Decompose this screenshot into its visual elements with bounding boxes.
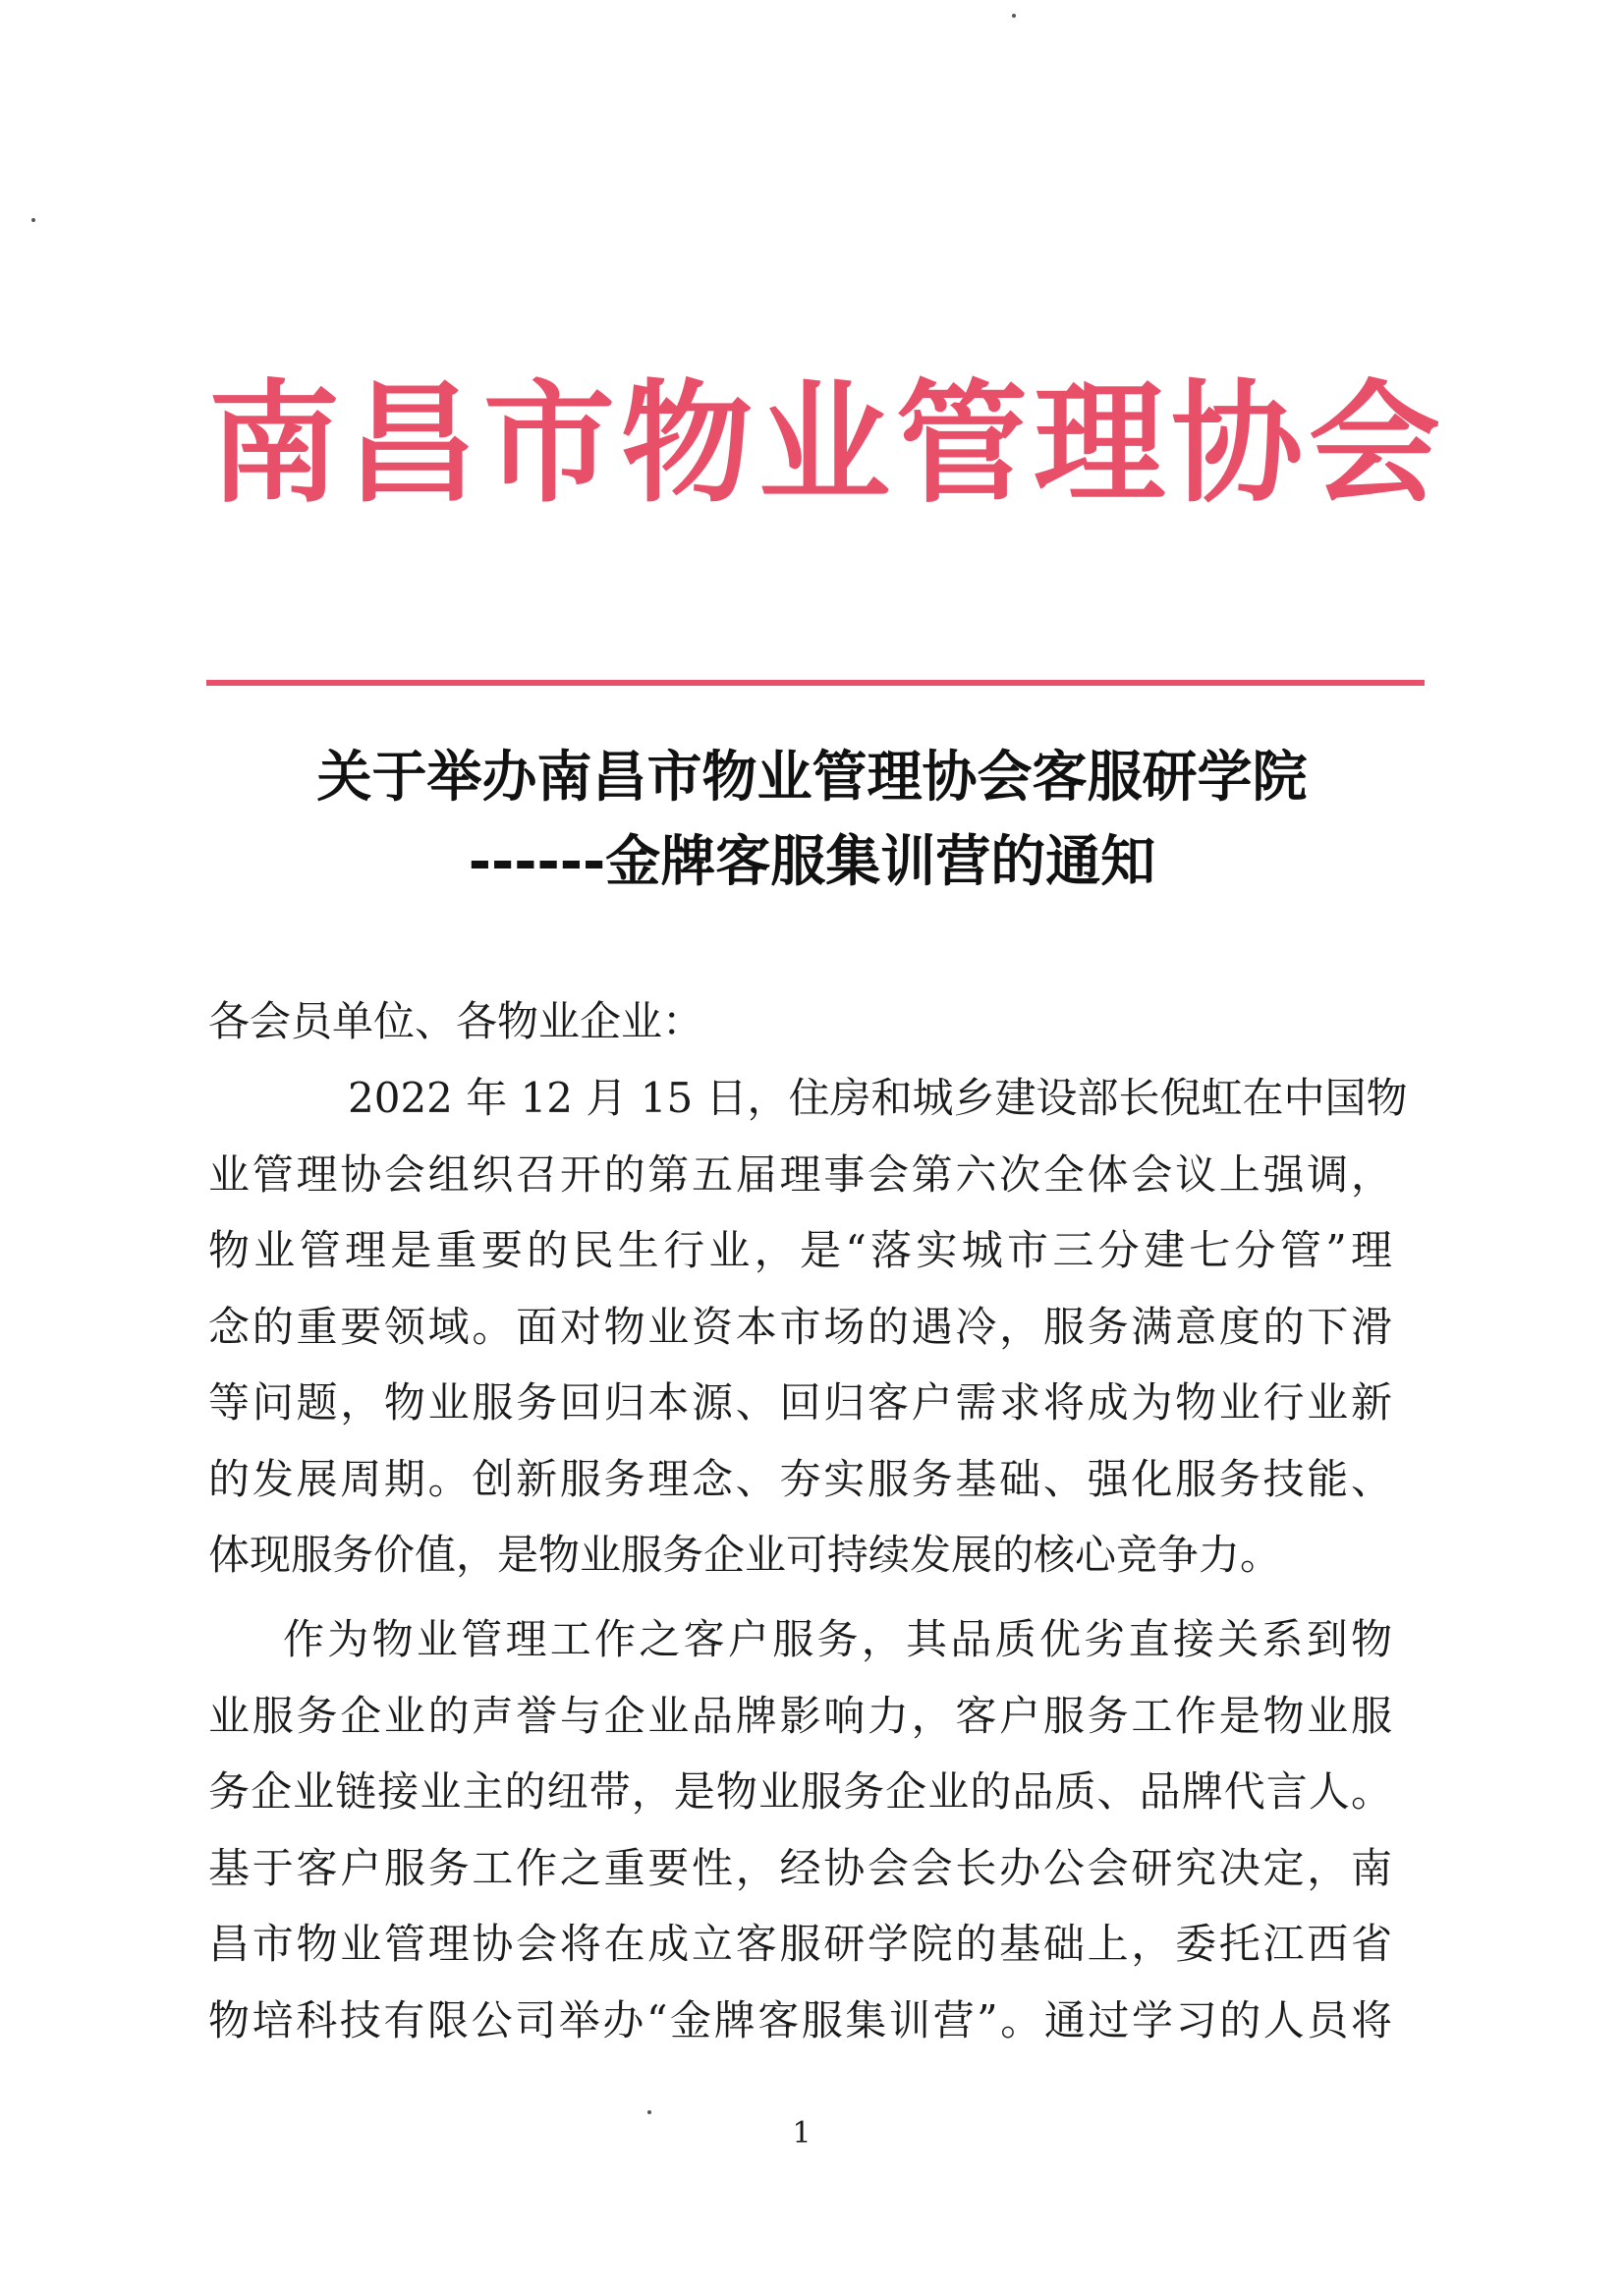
paragraph-1-line: 2022 年 12 月 15 日，住房和城乡建设部长倪虹在中国物 bbox=[348, 1074, 1408, 1122]
notice-title-line-1: 关于举办南昌市物业管理协会客服研学院 bbox=[316, 746, 1308, 810]
paragraph-2-line: 作为物业管理工作之客户服务，其品质优劣直接关系到物 bbox=[283, 1615, 1392, 1663]
paragraph-2-line: 昌市物业管理协会将在成立客服研学院的基础上，委托江西省 bbox=[208, 1920, 1392, 1968]
paragraph-1-line: 念的重要领域。面对物业资本市场的遇冷，服务满意度的下滑 bbox=[208, 1302, 1392, 1351]
page-number: 1 bbox=[792, 2116, 812, 2151]
scan-speck bbox=[647, 2110, 651, 2114]
scan-speck bbox=[1012, 14, 1016, 18]
paragraph-1-line: 等问题，物业服务回归本源、回归客户需求将成为物业行业新 bbox=[208, 1378, 1392, 1427]
paragraph-2-line: 基于客户服务工作之重要性，经协会会长办公会研究决定，南 bbox=[208, 1843, 1392, 1892]
letterhead-red-divider bbox=[206, 680, 1425, 686]
notice-title-line-2: ------金牌客服集训营的通知 bbox=[468, 830, 1156, 894]
paragraph-1-line: 体现服务价值，是物业服务企业可持续发展的核心竞争力。 bbox=[208, 1531, 1282, 1579]
paragraph-2-line: 务企业链接业主的纽带，是物业服务企业的品质、品牌代言人。 bbox=[208, 1767, 1392, 1816]
paragraph-1-line: 业管理协会组织召开的第五届理事会第六次全体会议上强调， bbox=[208, 1149, 1392, 1199]
paragraph-1 bbox=[208, 1060, 1408, 1594]
scan-speck bbox=[31, 218, 35, 222]
paragraph-1-line: 的发展周期。创新服务理念、夯实服务基础、强化服务技能、 bbox=[208, 1454, 1392, 1503]
paragraph-2-line: 物培科技有限公司举办“金牌客服集训营”。通过学习的人员将 bbox=[208, 1995, 1392, 2044]
salutation: 各会员单位、各物业企业： bbox=[208, 997, 704, 1045]
paragraph-2 bbox=[208, 1601, 1392, 2058]
paragraph-2-line: 业服务企业的声誉与企业品牌影响力，客户服务工作是物业服 bbox=[208, 1691, 1392, 1740]
letterhead-organization-name: 南昌市物业管理协会 bbox=[208, 367, 1447, 521]
paragraph-1-line: 物业管理是重要的民生行业，是“落实城市三分建七分管”理 bbox=[208, 1226, 1392, 1274]
